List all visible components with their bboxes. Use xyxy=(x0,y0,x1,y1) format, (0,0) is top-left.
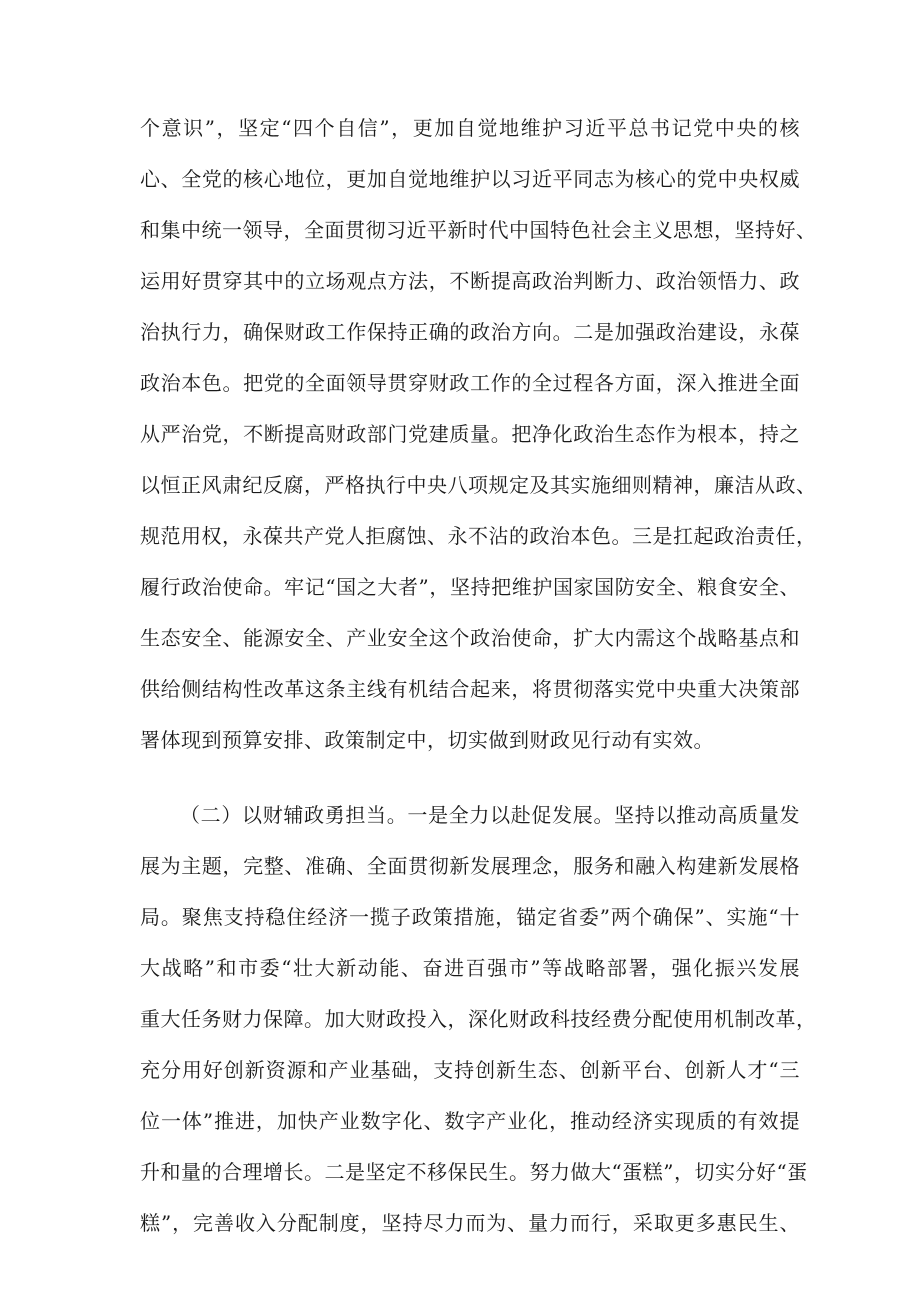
paragraph-2-line-7: 位一体”推进，加快产业数字化、数字产业化，推动经济实现质的有效提 xyxy=(140,1109,800,1133)
paragraph-2-line-5: 重大任务财力保障。加大财政投入，深化财政科技经费分配使用机制改革， xyxy=(140,1007,817,1031)
paragraph-1-line-6: 政治本色。把党的全面领导贯穿财政工作的全过程各方面，深入推进全面 xyxy=(140,371,800,395)
paragraph-2-line-6: 充分用好创新资源和产业基础，支持创新生态、创新平台、创新人才“三 xyxy=(140,1058,800,1082)
paragraph-1-line-11: 生态安全、能源安全、产业安全这个政治使命，扩大内需这个战略基点和 xyxy=(140,626,800,650)
paragraph-1-line-3: 和集中统一领导，全面贯彻习近平新时代中国特色社会主义思想，坚持好、 xyxy=(140,218,817,242)
paragraph-1-line-8: 以恒正风肃纪反腐，严格执行中央八项规定及其实施细则精神，廉洁从政、 xyxy=(140,473,817,497)
paragraph-2-line-3: 局。聚焦支持稳住经济一揽子政策措施，锚定省委”两个确保”、实施“十 xyxy=(140,905,800,929)
paragraph-1-line-13: 署体现到预算安排、政策制定中，切实做到财政见行动有实效。 xyxy=(140,728,714,752)
paragraph-2-line-2: 展为主题，完整、准确、全面贯彻新发展理念，服务和融入构建新发展格 xyxy=(140,854,800,878)
paragraph-2-line-4: 大战略”和市委“壮大新动能、奋进百强市”等战略部署，强化振兴发展 xyxy=(140,956,800,980)
paragraph-2-line-8: 升和量的合理增长。二是坚定不移保民生。努力做大“蛋糕”，切实分好“蛋 xyxy=(140,1160,808,1184)
paragraph-1-line-10: 履行政治使命。牢记“国之大者”，坚持把维护国家国防安全、粮食安全、 xyxy=(140,575,800,599)
paragraph-2-line-9: 糕”，完善收入分配制度，坚持尽力而为、量力而行，采取更多惠民生、 xyxy=(140,1211,800,1235)
paragraph-1-line-2: 心、全党的核心地位，更加自觉地维护以习近平同志为核心的党中央权威 xyxy=(140,167,800,191)
paragraph-1-line-4: 运用好贯穿其中的立场观点方法，不断提高政治判断力、政治领悟力、政 xyxy=(140,269,800,293)
paragraph-1-line-1: 个意识”，坚定“四个自信”，更加自觉地维护习近平总书记党中央的核 xyxy=(140,116,800,140)
paragraph-2-line-1: （二）以财辅政勇担当。一是全力以赴促发展。坚持以推动高质量发 xyxy=(180,803,800,827)
paragraph-1-line-12: 供给侧结构性改革这条主线有机结合起来，将贯彻落实党中央重大决策部 xyxy=(140,677,800,701)
paragraph-1-line-7: 从严治党，不断提高财政部门党建质量。把净化政治生态作为根本，持之 xyxy=(140,422,800,446)
paragraph-1-line-5: 治执行力，确保财政工作保持正确的政治方向。二是加强政治建设，永葆 xyxy=(140,320,800,344)
paragraph-1-line-9: 规范用权，永葆共产党人拒腐蚀、永不沾的政治本色。三是扛起政治责任， xyxy=(140,524,817,548)
